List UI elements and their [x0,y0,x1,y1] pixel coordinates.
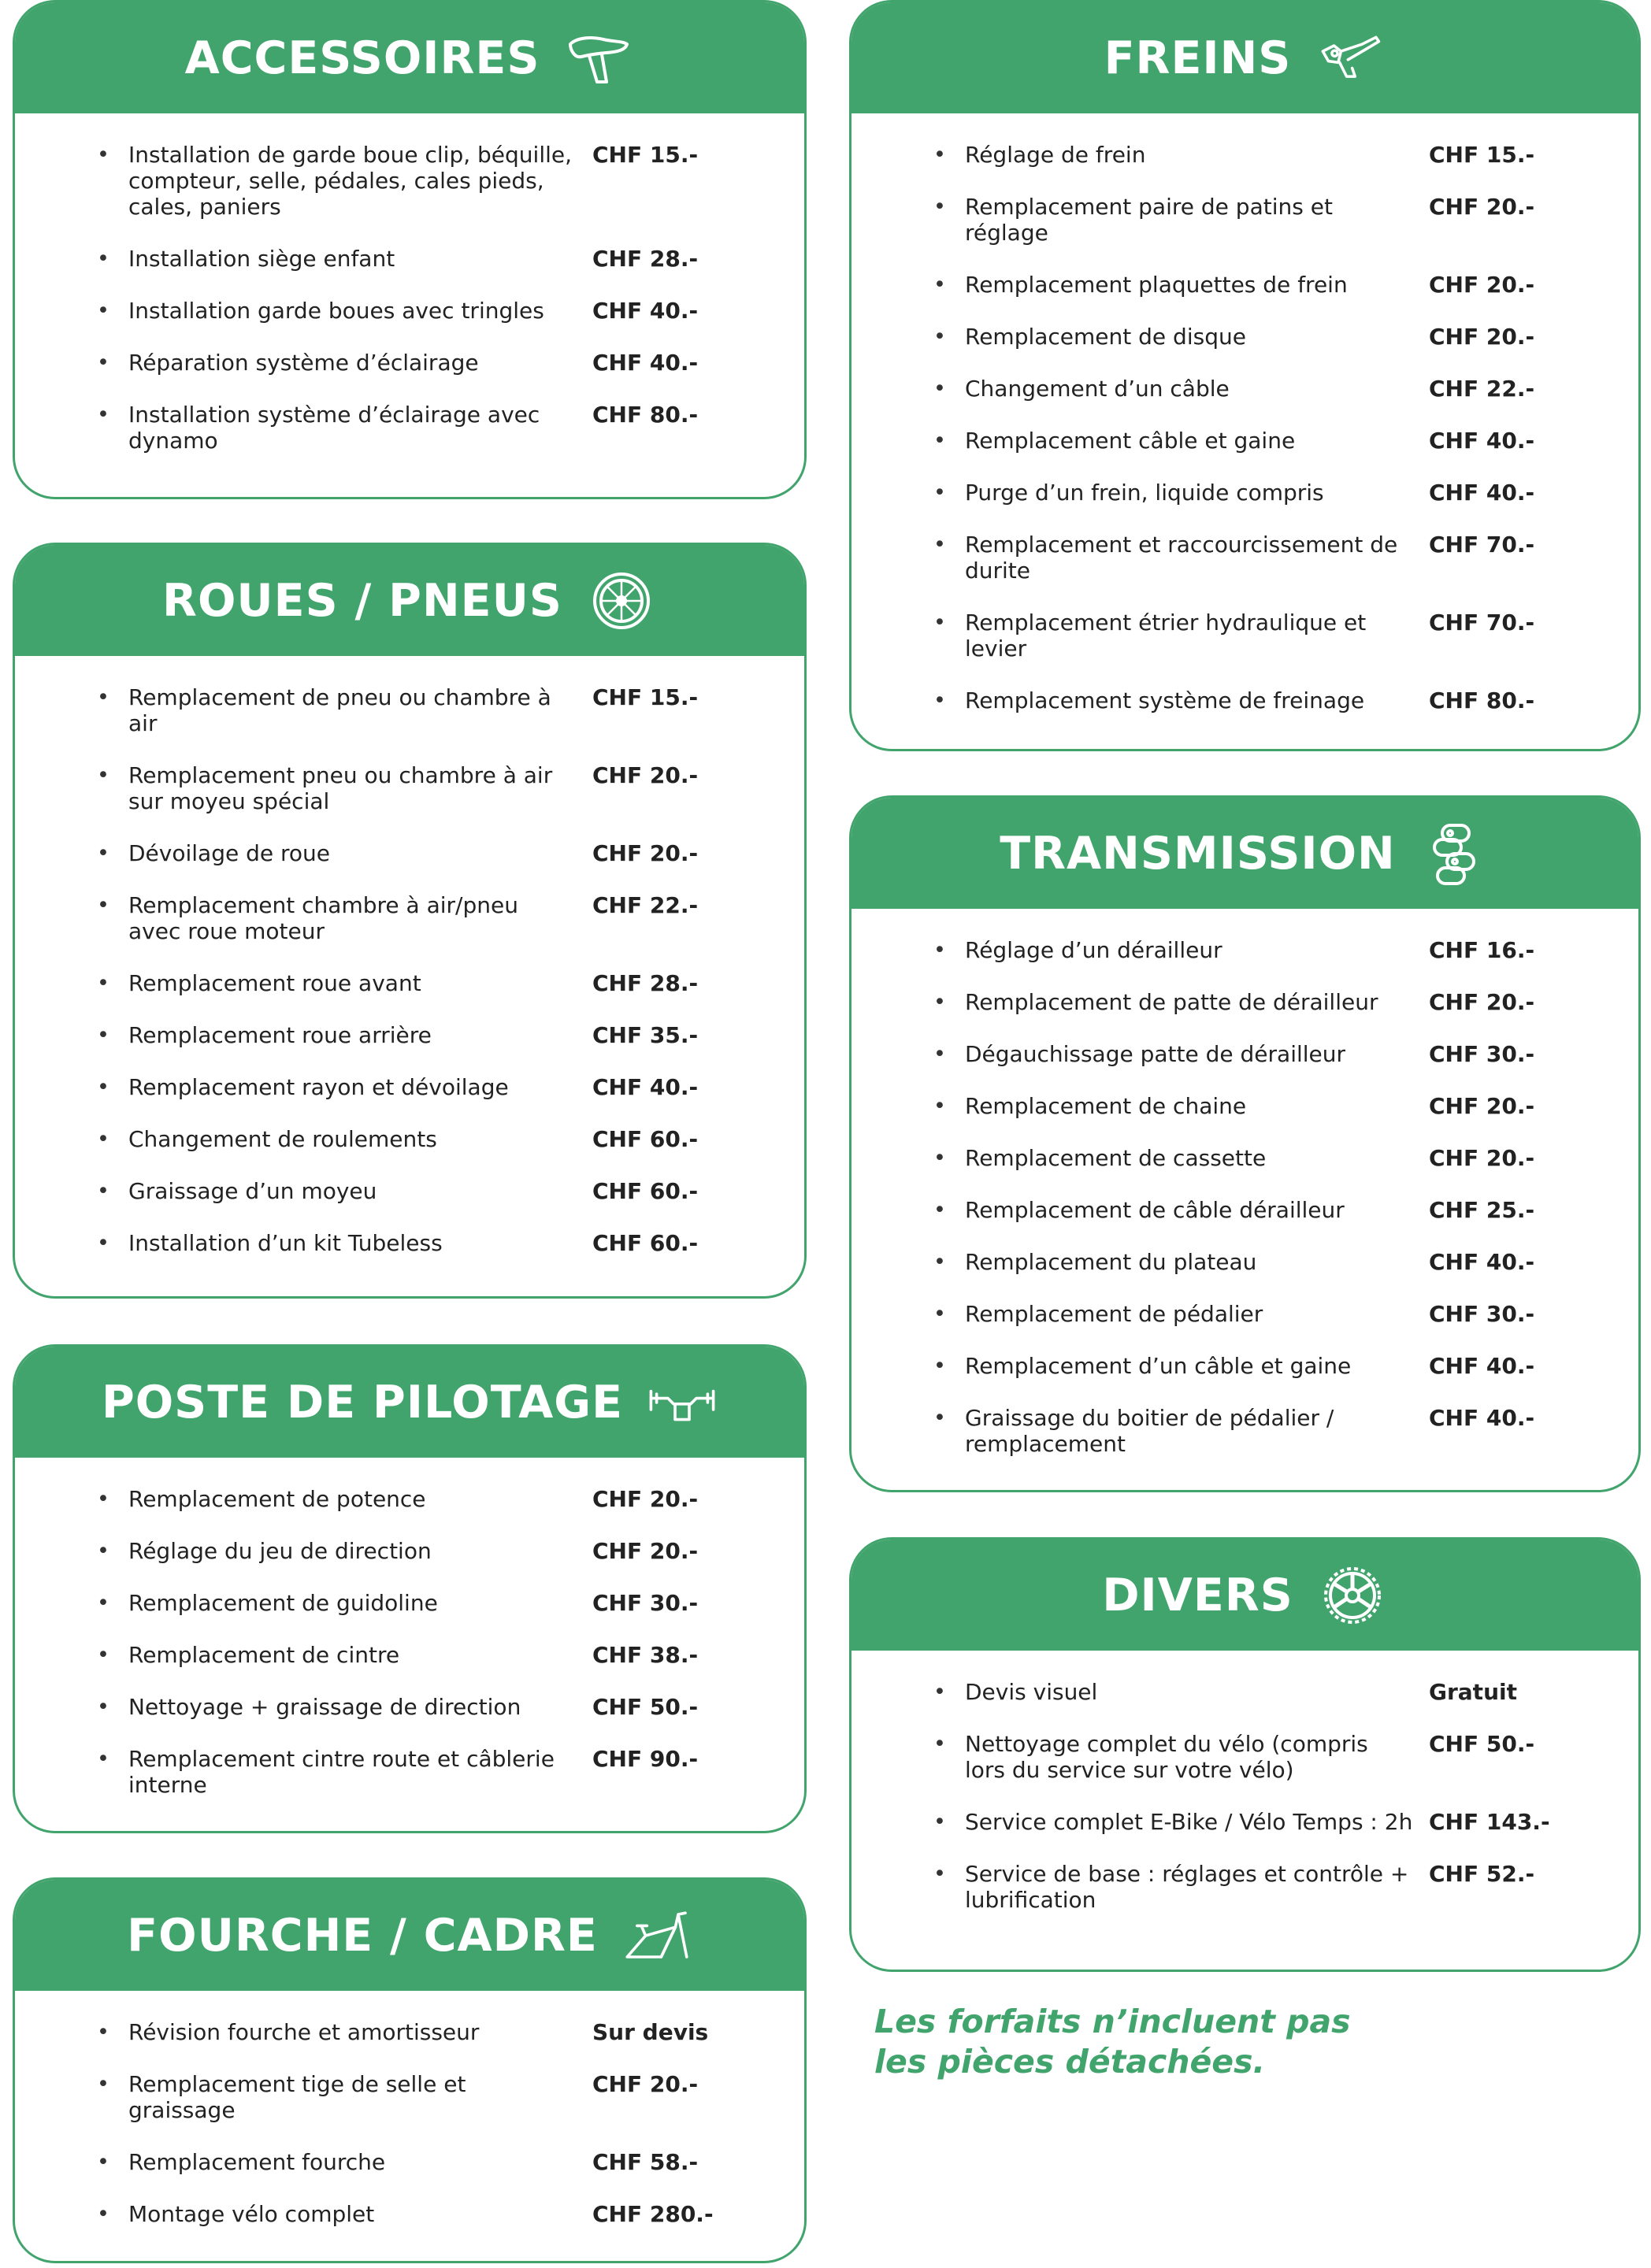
service-price: CHF 40.- [1429,1249,1535,1275]
service-price: CHF 40.- [592,1074,699,1100]
service-price: CHF 15.- [592,684,699,710]
service-price: CHF 40.- [1429,428,1535,454]
bullet-icon: • [97,1075,109,1099]
section-title: ROUES / PNEUS [162,574,562,627]
service-price: CHF 80.- [1429,687,1535,713]
bullet-icon: • [97,1695,109,1719]
price-item [851,1301,1638,1327]
price-item [15,142,804,220]
service-price: CHF 20.- [592,762,699,788]
service-label: Dévoilage de roue [128,840,331,866]
service-label: Nettoyage + graissage de direction [128,1694,521,1720]
price-item [851,1197,1638,1223]
service-label: Remplacement de cassette [965,1145,1267,1171]
chainring-icon [1317,1560,1388,1631]
service-price: CHF 38.- [592,1642,699,1668]
service-price: CHF 70.- [1429,532,1535,558]
service-price: CHF 58.- [592,2149,699,2175]
bullet-icon: • [97,1487,109,1511]
service-label: Réglage de frein [965,142,1146,168]
service-price: CHF 20.- [1429,1093,1535,1119]
service-price: CHF 52.- [1429,1861,1535,1887]
bullet-icon: • [933,990,946,1014]
service-label: Remplacement de disque [965,324,1246,350]
price-item [15,970,804,996]
price-list [15,1458,804,1798]
price-item [15,1074,804,1100]
service-label: Remplacement de chaine [965,1093,1247,1119]
service-label: Remplacement de cintre [128,1642,400,1668]
bullet-icon: • [933,143,946,167]
price-item [851,1041,1638,1067]
bullet-icon: • [97,143,109,167]
price-item [851,687,1638,713]
section-header [15,545,804,656]
section-title: FOURCHE / CADRE [127,1909,598,1962]
footnote [874,2002,1426,2082]
service-label: Remplacement de pédalier [965,1301,1263,1327]
service-label: Installation de garde boue clip, béquille, compteur, selle, pédales, cales pieds, cales, paniers [128,142,573,220]
price-item [15,1694,804,1720]
service-label: Remplacement rayon et dévoilage [128,1074,509,1100]
service-label: Installation garde boues avec tringles [128,298,544,324]
bullet-icon: • [97,1539,109,1563]
section-title: POSTE DE PILOTAGE [101,1376,624,1429]
service-price: CHF 20.- [1429,1145,1535,1171]
service-label: Remplacement étrier hydraulique et levier [965,610,1367,662]
service-label: Remplacement tige de selle et graissage [128,2071,466,2123]
service-price: CHF 60.- [592,1178,699,1204]
price-item [851,480,1638,506]
bullet-icon: • [933,428,946,453]
section-accessoires [13,0,807,499]
price-item [851,1679,1638,1705]
service-price: CHF 40.- [1429,1353,1535,1379]
service-label: Service complet E-Bike / Vélo Temps : 2h [965,1809,1413,1835]
service-label: Graissage d’un moyeu [128,1178,377,1204]
section-divers [849,1537,1641,1972]
price-item [851,324,1638,350]
price-item [15,1538,804,1564]
bullet-icon: • [933,938,946,962]
price-item [15,892,804,944]
bullet-icon: • [933,1680,946,1704]
price-item [851,428,1638,454]
price-item [15,2149,804,2175]
bullet-icon: • [933,195,946,219]
price-item [15,350,804,376]
bullet-icon: • [97,1747,109,1771]
service-price: CHF 40.- [592,350,699,376]
section-transmission [849,795,1641,1492]
section-title: ACCESSOIRES [184,32,540,84]
service-label: Réglage du jeu de direction [128,1538,432,1564]
service-label: Remplacement de pneu ou chambre à air [128,684,551,736]
price-item [15,1746,804,1798]
bullet-icon: • [97,1643,109,1667]
bullet-icon: • [933,1094,946,1118]
service-price: CHF 28.- [592,970,699,996]
service-label: Purge d’un frein, liquide compris [965,480,1324,506]
bullet-icon: • [97,2202,109,2226]
price-item [15,2019,804,2045]
service-price: CHF 25.- [1429,1197,1535,1223]
service-label: Remplacement système de freinage [965,687,1365,713]
service-price: CHF 60.- [592,1126,699,1152]
bullet-icon: • [933,1198,946,1222]
bullet-icon: • [933,324,946,349]
service-price: CHF 20.- [1429,989,1535,1015]
wheel-icon [586,565,657,636]
service-label: Remplacement roue arrière [128,1022,432,1048]
bullet-icon: • [97,1231,109,1255]
bullet-icon: • [97,246,109,271]
bullet-icon: • [97,298,109,323]
service-price: CHF 30.- [592,1590,699,1616]
price-item [851,1093,1638,1119]
section-header [15,2,804,113]
section-header [15,1880,804,1991]
price-item [15,1590,804,1616]
bullet-icon: • [97,2020,109,2044]
bullet-icon: • [933,1250,946,1274]
bullet-icon: • [933,1732,946,1756]
price-item [15,2071,804,2123]
service-price: CHF 40.- [592,298,699,324]
bullet-icon: • [97,1179,109,1203]
price-list [851,909,1638,1457]
service-label: Installation système d’éclairage avec dynamo [128,402,540,454]
service-label: Remplacement de guidoline [128,1590,438,1616]
service-label: Remplacement de patte de dérailleur [965,989,1378,1015]
price-item [851,1731,1638,1783]
price-item [15,1178,804,1204]
service-price: CHF 16.- [1429,937,1535,963]
service-label: Réparation système d’éclairage [128,350,479,376]
service-price: CHF 40.- [1429,1405,1535,1431]
service-price: CHF 30.- [1429,1041,1535,1067]
brake-lever-icon [1315,23,1386,94]
service-label: Remplacement de câble dérailleur [965,1197,1345,1223]
section-title: DIVERS [1102,1569,1293,1621]
service-label: Service de base : réglages et contrôle + lubrification [965,1861,1409,1913]
section-fourche-cadre [13,1877,807,2263]
price-item [15,298,804,324]
bullet-icon: • [97,893,109,917]
price-item [851,1249,1638,1275]
service-label: Remplacement chambre à air/pneu avec roue moteur [128,892,518,944]
price-item [15,1022,804,1048]
service-label: Remplacement fourche [128,2149,386,2175]
bullet-icon: • [933,1862,946,1886]
service-price: CHF 20.- [592,1538,699,1564]
service-label: Révision fourche et amortisseur [128,2019,480,2045]
service-price: CHF 70.- [1429,610,1535,636]
service-price: CHF 15.- [1429,142,1535,168]
service-price: CHF 90.- [592,1746,699,1772]
service-price: CHF 80.- [592,402,699,428]
bike-saddle-icon [563,23,634,94]
service-label: Montage vélo complet [128,2201,375,2227]
price-item [15,1642,804,1668]
service-price: CHF 50.- [1429,1731,1535,1757]
service-price: Sur devis [592,2019,709,2045]
bullet-icon: • [97,2150,109,2174]
bullet-icon: • [97,1127,109,1151]
service-label: Changement de roulements [128,1126,437,1152]
service-label: Remplacement roue avant [128,970,421,996]
bullet-icon: • [97,841,109,865]
price-item [851,142,1638,168]
price-item [15,1126,804,1152]
bullet-icon: • [933,376,946,401]
service-price: CHF 30.- [1429,1301,1535,1327]
service-label: Nettoyage complet du vélo (compris lors du service sur votre vélo) [965,1731,1368,1783]
service-price: CHF 40.- [1429,480,1535,506]
service-price: CHF 15.- [592,142,699,168]
bullet-icon: • [97,350,109,375]
price-item [851,937,1638,963]
price-item [15,2201,804,2227]
service-price: Gratuit [1429,1679,1517,1705]
service-label: Remplacement paire de patins et réglage [965,194,1333,246]
service-label: Remplacement du plateau [965,1249,1257,1275]
bullet-icon: • [933,1042,946,1066]
service-label: Remplacement de potence [128,1486,426,1512]
section-header [851,798,1638,909]
service-label: Installation siège enfant [128,246,395,272]
price-item [15,840,804,866]
service-price: CHF 28.- [592,246,699,272]
price-item [851,376,1638,402]
price-item [851,272,1638,298]
section-header [851,1540,1638,1651]
service-price: CHF 22.- [592,892,699,918]
price-item [15,762,804,814]
bullet-icon: • [933,1146,946,1170]
service-label: Graissage du boitier de pédalier / remplacement [965,1405,1334,1457]
bullet-icon: • [97,971,109,995]
service-label: Changement d’un câble [965,376,1230,402]
price-item [851,194,1638,246]
section-header [851,2,1638,113]
price-item [15,684,804,736]
service-label: Installation d’un kit Tubeless [128,1230,443,1256]
price-item [851,532,1638,584]
service-label: Réglage d’un dérailleur [965,937,1222,963]
service-price: CHF 35.- [592,1022,699,1048]
bullet-icon: • [933,272,946,297]
footnote-line: les pièces détachées. [874,2043,1266,2081]
price-list [851,1651,1638,1913]
price-item [15,246,804,272]
section-title: FREINS [1104,32,1292,84]
service-price: CHF 20.- [1429,324,1535,350]
section-title: TRANSMISSION [1000,827,1396,880]
service-price: CHF 50.- [592,1694,699,1720]
bike-frame-icon [621,1900,692,1971]
bullet-icon: • [933,610,946,635]
bullet-icon: • [97,1023,109,1047]
service-label: Remplacement pneu ou chambre à air sur moyeu spécial [128,762,553,814]
bullet-icon: • [97,402,109,427]
price-list [851,113,1638,713]
service-label: Remplacement câble et gaine [965,428,1296,454]
section-header [15,1347,804,1458]
section-freins [849,0,1641,751]
price-list [15,656,804,1256]
chain-icon [1419,818,1490,889]
bullet-icon: • [933,1406,946,1430]
price-item [15,1230,804,1256]
service-label: Dégauchissage patte de dérailleur [965,1041,1346,1067]
bullet-icon: • [97,685,109,710]
service-price: CHF 143.- [1429,1809,1550,1835]
price-item [15,402,804,454]
service-label: Remplacement cintre route et câblerie interne [128,1746,555,1798]
bullet-icon: • [933,480,946,505]
service-price: CHF 22.- [1429,376,1535,402]
handlebar-icon [647,1367,718,1438]
price-item [851,1809,1638,1835]
price-item [851,1405,1638,1457]
service-label: Devis visuel [965,1679,1098,1705]
bullet-icon: • [97,763,109,788]
service-price: CHF 20.- [592,840,699,866]
service-price: CHF 60.- [592,1230,699,1256]
price-list [15,113,804,454]
bullet-icon: • [933,1810,946,1834]
footnote-line: Les forfaits n’incluent pas [874,2003,1351,2040]
bullet-icon: • [933,688,946,713]
price-item [851,610,1638,662]
section-roues-pneus [13,543,807,1299]
service-price: CHF 20.- [592,1486,699,1512]
service-price: CHF 20.- [1429,194,1535,220]
bullet-icon: • [97,1591,109,1615]
service-label: Remplacement et raccourcissement de durite [965,532,1398,584]
price-item [851,1145,1638,1171]
price-item [851,989,1638,1015]
bullet-icon: • [933,1302,946,1326]
bullet-icon: • [97,2072,109,2096]
section-poste-de-pilotage [13,1344,807,1833]
service-price: CHF 20.- [1429,272,1535,298]
price-item [851,1861,1638,1913]
price-item [851,1353,1638,1379]
bullet-icon: • [933,1354,946,1378]
price-list [15,1991,804,2227]
service-label: Remplacement d’un câble et gaine [965,1353,1352,1379]
price-item [15,1486,804,1512]
bullet-icon: • [933,532,946,557]
service-label: Remplacement plaquettes de frein [965,272,1348,298]
service-price: CHF 280.- [592,2201,714,2227]
service-price: CHF 20.- [592,2071,699,2097]
